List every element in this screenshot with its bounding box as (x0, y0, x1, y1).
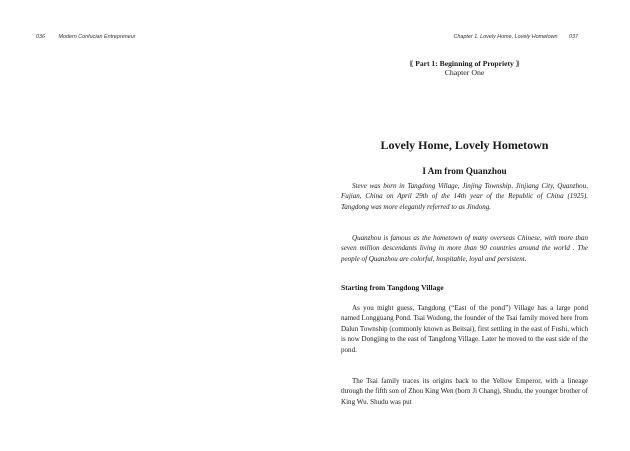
section-title: I Am from Quanzhou (422, 166, 507, 176)
part-title-text: Part 1: Beginning of Propriety (415, 59, 514, 68)
book-title-header: Modern Confucian Entrepreneur (58, 34, 136, 40)
right-page-number: 037 (569, 34, 578, 40)
intro-paragraph: Steve was born in Tangdong Village, Jinjing Township, Jinjiang City, Quanzhou, Fujian, China on April 29th of the 14th year of the Republic of China (1925). Tangdong was more elegantly referred to as Jindong. (341, 182, 588, 211)
part-title (341, 59, 588, 68)
chapter-header: Chapter 1. Lovely Home, Lovely Hometown (453, 34, 558, 40)
chapter-label: Chapter One (444, 68, 485, 77)
part-close-bracket: ⟫ (515, 59, 520, 68)
right-running-head (454, 34, 578, 40)
left-running-head (36, 34, 136, 40)
body-paragraph: As you might guess, Tangdong (“East of the pond”) Village has a large pond named Longguang Pond. Tsai Wodong, the founder of the Tsai family moved here from Dalun Township (commonly known as Beitsai), first settling in the east of Fushi, which is now Dongjing to the east of Tangdong Village. Later he moved to the east side of the pond. (341, 304, 588, 354)
right-page (315, 0, 630, 451)
body-paragraph: The Tsai family traces its origins back to the Yellow Emperor, with a lineage through the fifth son of Zhou King Wen (born Ji Chang), Shudu, the younger brother of King Wu. Shudu was put (341, 377, 588, 406)
chapter-title: Lovely Home, Lovely Hometown (380, 138, 549, 152)
left-page-number: 036 (36, 34, 45, 40)
subheading: Starting from Tangdong Village (341, 283, 444, 292)
part-open-bracket: ⟪ (409, 59, 414, 68)
intro-paragraph: Quanzhou is famous as the hometown of many overseas Chinese, with more than seven million descendants living in more than 90 countries around the world . The people of Quanzhou are colorful, hospitable, loyal and persistent. (341, 234, 588, 263)
